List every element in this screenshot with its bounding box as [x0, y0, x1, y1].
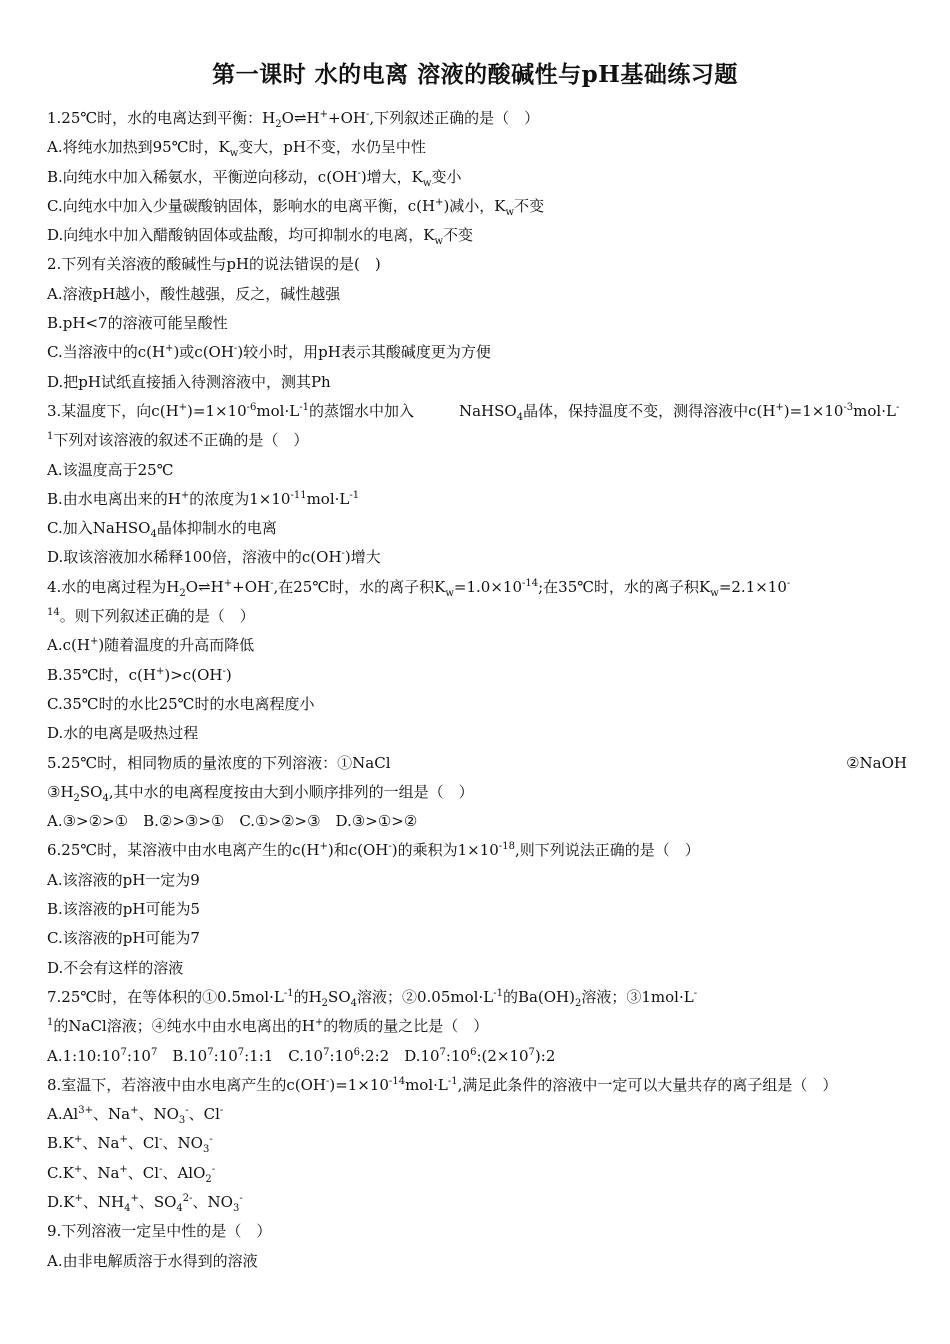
question-8-option-a: $A.Al^{3+}$、Na+、$NO_3^-$、Cl-: [47, 1105, 224, 1127]
question-3-option-b: B.由水电离出来的H+的浓度为$1\times 10^{-11}mol\cdot L^{-1}$: [47, 489, 360, 508]
question-4-stem: 4.水的电离过程为$H_2O\rightleftharpoons H^++OH^-$,在25℃时，水的离子积$K_w=1.0\times 10^{-14}$;在35℃时，水的离子积$K_w=2.1\times 10^-$: [47, 577, 791, 599]
question-1-option-c: C.向纯水中加入少量碳酸钠固体，影响水的电离平衡，c(H+)减小，$K_w$不变: [47, 196, 545, 218]
question-3-option-d: D.取该溶液加水稀释100倍，溶液中的c(OH-)增大: [47, 548, 381, 567]
question-8-option-b: B.K+、Na+、Cl-、$NO_3^-$: [47, 1134, 213, 1156]
question-7-stem-continued: $^1$的NaCl溶液；④纯水中由水电离出的H+的物质的量之比是（ ）: [47, 1017, 489, 1036]
question-6-option-b: B.该溶液的pH可能为5: [47, 900, 201, 919]
question-1-option-a: A.将纯水加热到95℃时，$K_w$变大，pH不变，水仍呈中性: [47, 138, 426, 160]
question-4-stem-continued: $^{14}$。则下列叙述正确的是（ ）: [47, 607, 255, 626]
question-4-option-b: B.35℃时，c(H+)>c(OH-): [47, 665, 232, 684]
question-3-option-a: A.该温度高于25℃: [47, 460, 174, 479]
question-3-stem: 3.某温度下，向$c(H^+)=1\times 10^{-6}mol\cdot L^{-1}$的蒸馏水中加入 NaHSO$_4$晶体，保持温度不变，测得溶液中$c(H^+)=1\times 10^{-3}mol\cdot L^-$: [47, 401, 900, 423]
question-5-stem: 5.25℃时，相同物质的量浓度的下列溶液：①NaCl ②NaOH: [47, 753, 907, 772]
question-8-stem: 8.室温下，若溶液中由水电离产生的$c(OH^-)=1\times 10^{-14}mol\cdot L^{-1}$,满足此条件的溶液中一定可以大量共存的离子组是（ ）: [47, 1075, 838, 1094]
question-3-option-c: C.加入NaHSO$_4$晶体抑制水的电离: [47, 519, 277, 541]
question-6-option-d: D.不会有这样的溶液: [47, 958, 184, 977]
question-8-option-d: D.K+、$NH_4^+$、$SO_4^{2-}$、$NO_3^-$: [47, 1192, 243, 1214]
question-6-option-a: A.该溶液的pH一定为9: [47, 870, 200, 889]
document-title: 第一课时 水的电离 溶液的酸碱性与pH基础练习题: [212, 61, 738, 88]
question-2-option-b: B.pH<7的溶液可能呈酸性: [47, 314, 228, 333]
question-1-option-b: B.向纯水中加入稀氨水，平衡逆向移动，c(OH-)增大，$K_w$变小: [47, 167, 462, 189]
question-4-option-c: C.35℃时的水比25℃时的水电离程度小: [47, 694, 315, 713]
question-7-options: $A.1:10:10^7:10^7$ $B.10^7:10^7:1:1$ $C.10^7:10^6:2:2$ $D.10^7:10^6:(2\times 10^7):2$: [47, 1046, 556, 1065]
question-1-stem: 1.25℃时，水的电离达到平衡：$H_2O\rightleftharpoons H^++OH^-$,下列叙述正确的是（ ）: [47, 109, 540, 130]
question-4-option-a: A.c(H+)随着温度的升高而降低: [47, 636, 255, 655]
question-6-option-c: C.该溶液的pH可能为7: [47, 929, 200, 948]
question-2-stem: 2.下列有关溶液的酸碱性与pH的说法错误的是( ): [47, 255, 381, 274]
question-8-option-c: C.K+、Na+、Cl-、AlO$_2$-: [47, 1163, 216, 1185]
question-6-stem: 6.25℃时，某溶液中由水电离产生的c(H+)和c(OH-)的乘积为$1\times 10^{-18}$,则下列说法正确的是（ ）: [47, 841, 700, 860]
question-7-stem: 7.25℃时，在等体积的$①0.5mol\cdot L^{-1}$的$H_2SO_4$溶液；$②0.05mol\cdot L^{-1}$的$Ba(OH)_2$溶液；③1mol·L-: [47, 987, 698, 1009]
question-9-option-a: A.由非电解质溶于水得到的溶液: [47, 1251, 258, 1270]
question-2-option-a: A.溶液pH越小，酸性越强，反之，碱性越强: [47, 284, 341, 303]
question-5-stem-continued: $③H_2SO_4$,其中水的电离程度按由大到小顺序排列的一组是（ ）: [47, 782, 474, 804]
question-5-options: A.③>②>① B.②>③>① C.①>②>③ D.③>①>②: [47, 812, 418, 831]
question-1-option-d: D.向纯水中加入醋酸钠固体或盐酸，均可抑制水的电离，$K_w$不变: [47, 226, 474, 248]
question-3-stem-continued: $^1$下列对该溶液的叙述不正确的是（ ）: [47, 431, 309, 450]
question-2-option-d: D.把pH试纸直接插入待测溶液中，测其Ph: [47, 372, 331, 391]
question-list: [47, 104, 907, 1276]
question-9-stem: 9.下列溶液一定呈中性的是（ ）: [47, 1222, 272, 1241]
question-2-option-c: C.当溶液中的c(H+)或c(OH-)较小时，用pH表示其酸碱度更为方便: [47, 343, 491, 362]
question-4-option-d: D.水的电离是吸热过程: [47, 724, 199, 743]
